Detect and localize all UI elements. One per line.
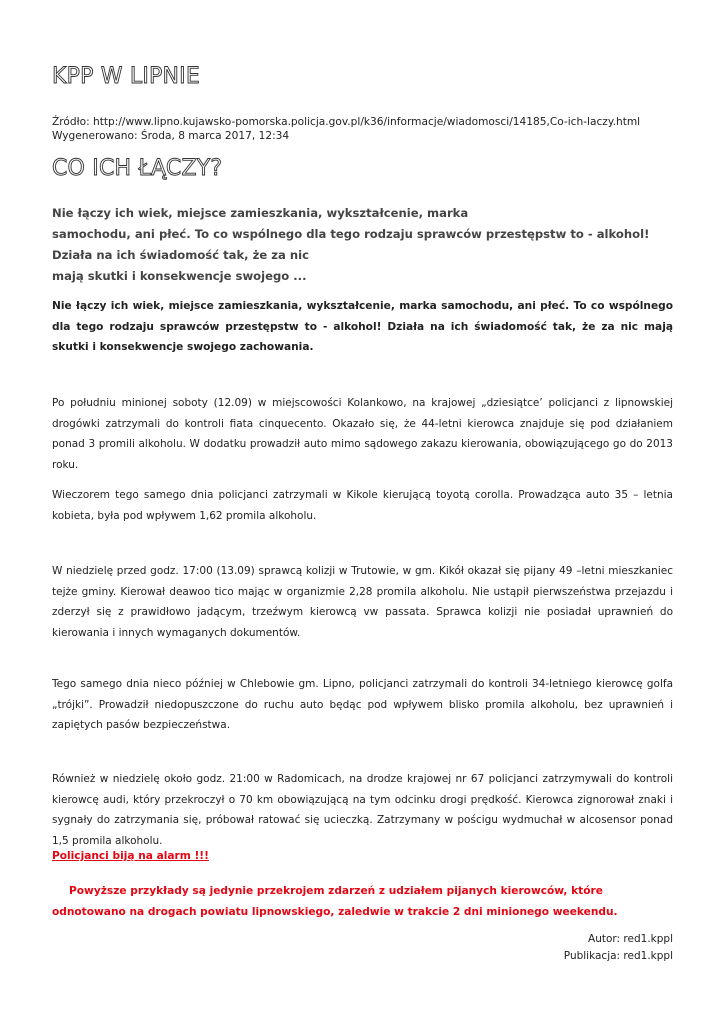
article-title: CO ICH ŁĄCZY? [52,156,223,181]
site-title: KPP W LIPNIE [52,64,200,89]
article-lead-full: Nie łączy ich wiek, miejsce zamieszkania, wykształcenie, marka samochodu, ani płeć. To co wspólnego dla tego rodzaju sprawców przestępstw to - alkohol! Działa na ich świadomość tak, że za nic mają skutki i konsekwencje swojego zachowania. [52,300,673,353]
paragraph-chlebowo: Tego samego dnia nieco później w Chlebowie gm. Lipno, policjanci zatrzymali do kontroli 34-letniego kierowcę golfa „trójki”. Prowadził niedopuszczone do ruchu auto będąc pod wpływem blisko promila alkoholu, bez uprawnień i zapiętych pasów bezpieczeństwa. [52,678,673,731]
summary-paragraph: Powyższe przykłady są jedynie przekrojem zdarzeń z udziałem pijanych kierowców, które odnotowano na drogach powiatu lipnowskiego, zaledwie w trakcie 2 dni minionego weekendu. [52,885,618,918]
generated-line: Wygenerowano: Środa, 8 marca 2017, 12:34 [52,130,290,142]
source-meta [52,115,640,143]
lead-line: samochodu, ani płeć. To co wspólnego dla tego rodzaju sprawców przestępstw to - alkohol! Działa na ich świadomość tak, że za nic [52,227,650,262]
paragraph-kikol: Wieczorem tego samego dnia policjanci zatrzymali w Kikole kierującą toyotą corolla. Prowadząca auto 35 – letnia kobieta, była pod wpływem 1,62 promila alkoholu. [52,489,673,522]
paragraph-kolankowo: Po południu minionej soboty (12.09) w miejscowości Kolankowo, na krajowej „dziesiątce’ policjanci z lipnowskiej drogówki zatrzymali do kontroli fiata cinquecento. Okazało się, że 44-letni kierowca znajduje się pod działaniem ponad 3 promili alkoholu. W dodatku prowadził auto mimo sądowego zakazu kierowania, obowiązującego go do 2013 roku. [52,397,673,471]
publication-credit: Publikacja: red1.kppl [563,950,673,962]
article-lead-summary [52,203,673,287]
source-line: Źródło: http://www.lipno.kujawsko-pomorska.policja.gov.pl/k36/informacje/wiadomosci/14185,Co-ich-laczy.html [52,116,641,128]
paragraph-trutowo: W niedzielę przed godz. 17:00 (13.09) sprawcą kolizji w Trutowie, w gm. Kikół okazał się pijany 49 –letni mieszkaniec tejże gminy. Kierował deawoo tico mając w organizmie 2,28 promila alkoholu. Nie ustąpił pierwszeństwa przejazdu i zderzył się z prawidłowo jadącym, trzeźwym kierowcą vw passata. Sprawca kolizji nie posiadał uprawnień do kierowania i innych wymaganych dokumentów. [52,565,673,639]
paragraph-radomice: Również w niedzielę około godz. 21:00 w Radomicach, na drodze krajowej nr 67 policjanci zatrzymywali do kontroli kierowcę audi, który przekroczył o 70 km obowiązującą na tym odcinku drogi prędkość. Kierowca zignorował znaki i sygnały do zatrzymania się, próbował ratować się ucieczką. Zatrzymany w pościgu wydmuchał w alcosensor ponad 1,5 promila alkoholu. [52,773,673,847]
lead-line: mają skutki i konsekwencje swojego ... [52,269,307,283]
lead-line: Nie łączy ich wiek, miejsce zamieszkania, wykształcenie, marka [52,206,469,220]
author-credit: Autor: red1.kppl [588,933,673,945]
alarm-link[interactable]: Policjanci biją na alarm !!! [52,850,209,862]
